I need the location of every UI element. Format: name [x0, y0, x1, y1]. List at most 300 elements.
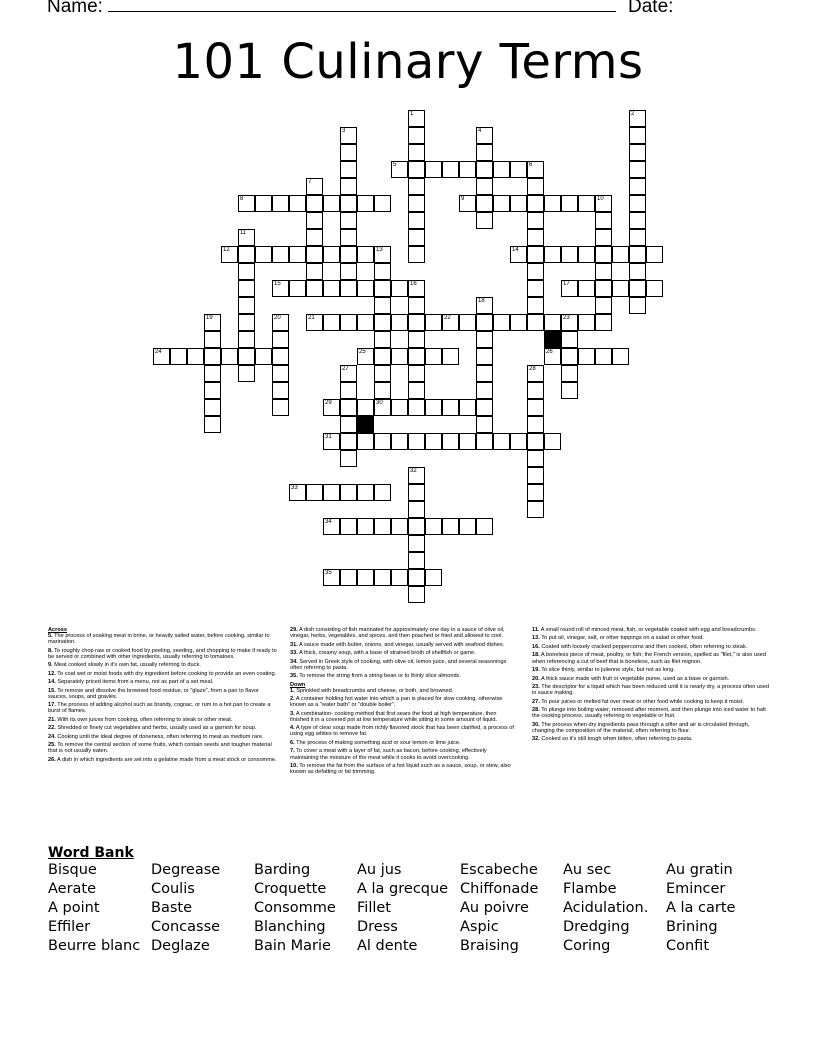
crossword-cell[interactable] — [340, 518, 357, 535]
crossword-cell[interactable] — [527, 416, 544, 433]
crossword-cell[interactable] — [476, 348, 493, 365]
crossword-cell[interactable] — [629, 178, 646, 195]
clue-across: 17. The process of adding alcohol such as brandy, cognac, or rum to a hot pan to create a burst of flames. — [48, 702, 271, 715]
crossword-cell[interactable] — [476, 433, 493, 450]
crossword-cell[interactable] — [391, 348, 408, 365]
word-bank-item: Bisque — [48, 862, 97, 878]
crossword-cell[interactable] — [476, 178, 493, 195]
crossword-cell[interactable] — [374, 348, 391, 365]
crossword-cell[interactable] — [459, 314, 476, 331]
word-bank-item: Aspic — [460, 919, 499, 935]
crossword-cell[interactable] — [204, 331, 221, 348]
crossword-cell[interactable] — [612, 280, 629, 297]
clue-number: 22 — [444, 315, 451, 321]
crossword-cell[interactable] — [221, 348, 238, 365]
crossword-cell[interactable] — [289, 195, 306, 212]
crossword-cell[interactable] — [544, 314, 561, 331]
clues-col-3 — [532, 627, 772, 745]
crossword-cell[interactable] — [238, 263, 255, 280]
crossword-cell[interactable] — [238, 246, 255, 263]
clue-number: 26 — [546, 349, 553, 355]
clue-number: 14 — [512, 247, 519, 253]
clue-down: 13. To put oil, vinegar, salt, or other toppings on a salad or other food. — [532, 635, 704, 642]
clue-number: 12 — [223, 247, 230, 253]
crossword-cell[interactable] — [204, 416, 221, 433]
crossword-cell[interactable] — [408, 535, 425, 552]
crossword-cell[interactable] — [340, 280, 357, 297]
crossword-cell[interactable] — [323, 246, 340, 263]
crossword-cell[interactable] — [391, 280, 408, 297]
crossword-cell[interactable] — [527, 314, 544, 331]
crossword-cell[interactable] — [306, 195, 323, 212]
clue-down: 6. The process of making something acid or sour lemon or lime juice. — [290, 739, 461, 746]
crossword-cell[interactable] — [459, 433, 476, 450]
crossword-cell[interactable] — [408, 161, 425, 178]
clues-col-1 — [48, 627, 278, 765]
word-bank-item: Effiler — [48, 919, 91, 935]
clue-across: 25. To remove the central section of some fruits, which contain seeds and tougher material that is not usually eaten. — [48, 742, 272, 755]
crossword-cell[interactable] — [408, 518, 425, 535]
crossword-cell[interactable] — [561, 348, 578, 365]
clue-number: 32 — [410, 468, 417, 474]
clue-number: 31 — [325, 434, 332, 440]
crossword-cell[interactable] — [476, 161, 493, 178]
word-bank-item: Croquette — [254, 881, 327, 897]
clue-number: 2 — [631, 111, 635, 117]
clue-down: 32. Cooked so it's still tough when bitten, often referring to pasta. — [532, 736, 693, 743]
clue-down: 20. A thick sauce made with fruit or vegetable puree, used as a base or garnish. — [532, 675, 730, 682]
crossword-cell[interactable] — [170, 348, 187, 365]
crossword-cell[interactable] — [408, 127, 425, 144]
crossword-cell[interactable] — [408, 331, 425, 348]
word-bank-item: Blanching — [254, 919, 326, 935]
crossword-cell[interactable] — [306, 246, 323, 263]
crossword-cell[interactable] — [238, 314, 255, 331]
crossword-cell[interactable] — [476, 399, 493, 416]
crossword-cell[interactable] — [527, 280, 544, 297]
clue-across: 21. With its own juices from cooking, often referring to steak or other meat. — [48, 716, 233, 723]
crossword-cell[interactable] — [374, 263, 391, 280]
word-bank-item: Concasse — [151, 919, 221, 935]
crossword-cell[interactable] — [493, 195, 510, 212]
crossword-cell[interactable] — [204, 399, 221, 416]
crossword-cell[interactable] — [425, 399, 442, 416]
crossword-cell[interactable] — [527, 212, 544, 229]
crossword-cell[interactable] — [527, 484, 544, 501]
clue-down: 7. To cover a meat with a layer of fat, such as bacon, before cooking, effectively maintaining the moisture of the meat while it cooks to avoid overcooking. — [290, 748, 487, 761]
word-bank-item: A point — [48, 900, 100, 916]
clue-across: 33. A thick, creamy soup, with a base of strained broth of shellfish or game. — [290, 650, 476, 657]
word-bank-item: Barding — [254, 862, 311, 878]
crossword-cell[interactable] — [238, 365, 255, 382]
clue-across: 31. A sauce made with butter, onions, and vinegar, usually served with seafood dishes. — [290, 641, 505, 648]
crossword-cell[interactable] — [255, 195, 272, 212]
crossword-cell[interactable] — [340, 399, 357, 416]
crossword-cell[interactable] — [306, 263, 323, 280]
crossword-cell[interactable] — [357, 484, 374, 501]
crossword-cell[interactable] — [578, 280, 595, 297]
crossword-cell[interactable] — [204, 365, 221, 382]
clue-down: 30. The process when dry ingredients pass through a sifter and air is circulated through, changing the composition of the material, often referring to flour. — [532, 721, 750, 734]
crossword-cell[interactable] — [595, 246, 612, 263]
crossword-cell[interactable] — [408, 178, 425, 195]
word-bank-item: Coring — [563, 938, 611, 954]
crossword-cell[interactable] — [357, 399, 374, 416]
crossword-cell[interactable] — [527, 178, 544, 195]
down-heading: Down — [290, 681, 306, 688]
crossword-cell[interactable] — [408, 246, 425, 263]
word-bank-item: Au gratin — [666, 862, 733, 878]
crossword-cell[interactable] — [391, 399, 408, 416]
crossword-cell[interactable] — [374, 195, 391, 212]
crossword-cell[interactable] — [646, 246, 663, 263]
date-label: Date: — [628, 0, 674, 17]
across-heading: Across — [48, 627, 67, 633]
word-bank-item: Acidulation. — [563, 900, 649, 916]
crossword-cell[interactable] — [408, 144, 425, 161]
crossword-cell[interactable] — [527, 399, 544, 416]
crossword-cell[interactable] — [561, 195, 578, 212]
name-label: Name: — [47, 0, 103, 17]
crossword-cell[interactable] — [459, 161, 476, 178]
crossword-cell[interactable] — [493, 314, 510, 331]
crossword-cell[interactable] — [408, 433, 425, 450]
word-bank-item: Chiffonade — [460, 881, 539, 897]
crossword-cell[interactable] — [527, 297, 544, 314]
word-bank-item: A la carte — [666, 900, 736, 916]
crossword-cell[interactable] — [408, 586, 425, 603]
crossword-cell[interactable] — [340, 569, 357, 586]
crossword-cell[interactable] — [340, 484, 357, 501]
crossword-cell[interactable] — [578, 195, 595, 212]
crossword-cell[interactable] — [340, 263, 357, 280]
crossword-cell[interactable] — [459, 518, 476, 535]
crossword-cell[interactable] — [408, 569, 425, 586]
word-bank-item: Bain Marie — [254, 938, 331, 954]
crossword-cell[interactable] — [544, 195, 561, 212]
crossword-cell[interactable] — [306, 484, 323, 501]
clue-down: 16. Coated with loosely cracked peppercorns and then cooked, often referring to steak. — [532, 643, 748, 650]
crossword-cell[interactable] — [340, 314, 357, 331]
word-bank-item: Au sec — [563, 862, 612, 878]
crossword-cell[interactable] — [510, 433, 527, 450]
crossword-cell[interactable] — [476, 144, 493, 161]
clue-across: 12. To coat wet or moist foods with dry ingredient before cooking to provide an even coating. — [48, 670, 277, 677]
crossword-cell[interactable] — [357, 569, 374, 586]
crossword-cell[interactable] — [408, 501, 425, 518]
crossword-cell[interactable] — [629, 297, 646, 314]
crossword-cell[interactable] — [272, 195, 289, 212]
crossword-cell[interactable] — [629, 263, 646, 280]
word-bank-item: Brining — [666, 919, 718, 935]
crossword-cell[interactable] — [340, 178, 357, 195]
crossword-cell[interactable] — [374, 518, 391, 535]
clue-down: 19. To slice thinly, similar to julienne style, but not as long. — [532, 667, 675, 674]
crossword-cell[interactable] — [340, 450, 357, 467]
crossword-cell[interactable] — [595, 229, 612, 246]
crossword-cell[interactable] — [272, 365, 289, 382]
crossword-cell[interactable] — [595, 297, 612, 314]
crossword-cell[interactable] — [408, 212, 425, 229]
crossword-cell[interactable] — [442, 161, 459, 178]
crossword-cell[interactable] — [629, 212, 646, 229]
crossword-cell[interactable] — [493, 433, 510, 450]
crossword-cell[interactable] — [357, 246, 374, 263]
clue-across: 8. To roughly chop raw or cooked food by peeling, seeding, and chopping to make if ready to be served or combined with other ingredients, usually referring to tomatoes. — [48, 647, 277, 660]
clue-number: 9 — [461, 196, 465, 202]
crossword-cell[interactable] — [476, 365, 493, 382]
crossword-cell[interactable] — [340, 382, 357, 399]
clue-down: 23. The descriptor for a liquid which has been reduced until it is nearly dry, a process often used in sauce making. — [532, 684, 770, 697]
crossword-cell[interactable] — [408, 365, 425, 382]
word-bank-item: Emincer — [666, 881, 726, 897]
crossword-cell[interactable] — [408, 382, 425, 399]
crossword-cell[interactable] — [442, 433, 459, 450]
clue-number: 29 — [325, 400, 332, 406]
crossword-cell[interactable] — [391, 314, 408, 331]
crossword-cell[interactable] — [629, 127, 646, 144]
clues-col-2 — [290, 627, 516, 778]
clue-number: 23 — [563, 315, 570, 321]
crossword-cell[interactable] — [425, 161, 442, 178]
crossword-cell[interactable] — [544, 433, 561, 450]
crossword-cell[interactable] — [391, 433, 408, 450]
crossword-cell[interactable] — [527, 195, 544, 212]
clue-number: 10 — [597, 196, 604, 202]
clue-down: 1. Sprinkled with breadcrumbs and cheese, or both, and browned. — [290, 687, 454, 694]
crossword-cell[interactable] — [629, 246, 646, 263]
crossword-cell[interactable] — [357, 433, 374, 450]
crossword-cell[interactable] — [340, 416, 357, 433]
clue-number: 7 — [308, 179, 312, 185]
crossword-cell[interactable] — [425, 348, 442, 365]
crossword-cell[interactable] — [442, 348, 459, 365]
word-bank-item: A la grecque — [357, 881, 449, 897]
crossword-cell[interactable] — [374, 365, 391, 382]
crossword-cell[interactable] — [527, 263, 544, 280]
word-bank-item: Confit — [666, 938, 710, 954]
crossword-cell[interactable] — [323, 195, 340, 212]
crossword-cell[interactable] — [374, 382, 391, 399]
crossword-cell[interactable] — [289, 280, 306, 297]
clue-across: 9. Meat cooked slowly in it's own fat, usually referring to duck. — [48, 662, 201, 669]
crossword-cell[interactable] — [340, 161, 357, 178]
crossword-cell[interactable] — [425, 569, 442, 586]
crossword-cell[interactable] — [340, 433, 357, 450]
clue-down: 4. A type of clear soup made from richly flavored stock that has been clarified, a process of using egg whites to remove fat. — [290, 725, 514, 738]
crossword-cell[interactable] — [527, 382, 544, 399]
crossword-cell[interactable] — [374, 314, 391, 331]
clue-down: 11. A small round roll of minced meat, fish, or vegetable coated with egg and breadcrumbs. — [532, 627, 757, 633]
crossword-cell[interactable] — [204, 382, 221, 399]
crossword-cell[interactable] — [476, 331, 493, 348]
crossword-cell[interactable] — [442, 399, 459, 416]
crossword-cell[interactable] — [578, 246, 595, 263]
crossword-cell[interactable] — [187, 348, 204, 365]
crossword-cell[interactable] — [561, 365, 578, 382]
clue-number: 13 — [376, 247, 383, 253]
word-bank-item: Dredging — [563, 919, 630, 935]
crossword-cell[interactable] — [629, 280, 646, 297]
crossword-cell[interactable] — [629, 229, 646, 246]
crossword-cell[interactable] — [238, 331, 255, 348]
crossword-cell[interactable] — [357, 195, 374, 212]
crossword-cell[interactable] — [272, 348, 289, 365]
crossword-cell[interactable] — [527, 467, 544, 484]
crossword-cell[interactable] — [238, 348, 255, 365]
crossword-cell[interactable] — [289, 246, 306, 263]
crossword-cell[interactable] — [527, 450, 544, 467]
crossword-cell[interactable] — [459, 399, 476, 416]
crossword-cell[interactable] — [391, 569, 408, 586]
clue-number: 15 — [274, 281, 281, 287]
crossword-cell[interactable] — [255, 348, 272, 365]
crossword-cell[interactable] — [340, 229, 357, 246]
crossword-cell[interactable] — [493, 161, 510, 178]
crossword-cell[interactable] — [561, 382, 578, 399]
word-bank-item: Au poivre — [460, 900, 529, 916]
crossword-cell[interactable] — [578, 348, 595, 365]
crossword-cell[interactable] — [306, 229, 323, 246]
crossword-cell[interactable] — [510, 314, 527, 331]
word-bank-item: Dress — [357, 919, 398, 935]
word-bank-item: Fillet — [357, 900, 391, 916]
crossword-cell[interactable] — [204, 348, 221, 365]
crossword-cell[interactable] — [595, 314, 612, 331]
crossword-cell[interactable] — [425, 518, 442, 535]
crossword-cell[interactable] — [578, 314, 595, 331]
crossword-cell[interactable] — [374, 433, 391, 450]
clue-across: 29. A dish consisting of fish marinated for approximately one day in a sauce of olive oil, vinegar, herbs, vegetables, and spices, and then poached or fried and allowed to cool. — [290, 627, 505, 640]
clue-number: 8 — [240, 196, 244, 202]
crossword-cell[interactable] — [595, 348, 612, 365]
black-cell — [544, 331, 561, 348]
word-bank-item: Escabeche — [460, 862, 538, 878]
crossword-cell[interactable] — [510, 161, 527, 178]
crossword-cell[interactable] — [476, 518, 493, 535]
crossword-cell[interactable] — [442, 518, 459, 535]
clue-down: 3. A combination- cooking method that first sears the food at high temperature, then finished it in a covered pot at low temperature while sitting in some amount of liquid. — [290, 710, 498, 723]
crossword-cell[interactable] — [272, 246, 289, 263]
crossword-cell[interactable] — [238, 280, 255, 297]
crossword-cell[interactable] — [629, 144, 646, 161]
crossword-cell[interactable] — [527, 246, 544, 263]
crossword-cell[interactable] — [306, 212, 323, 229]
crossword-cell[interactable] — [374, 331, 391, 348]
crossword-cell[interactable] — [408, 348, 425, 365]
word-bank-item: Consomme — [254, 900, 336, 916]
crossword-cell[interactable] — [646, 280, 663, 297]
word-bank-item: Beurre blanc — [48, 938, 141, 954]
crossword-cell[interactable] — [323, 484, 340, 501]
crossword-cell[interactable] — [340, 144, 357, 161]
crossword-cell[interactable] — [425, 314, 442, 331]
clue-number: 27 — [342, 366, 349, 372]
crossword-cell[interactable] — [374, 484, 391, 501]
crossword-cell[interactable] — [612, 348, 629, 365]
clue-number: 20 — [274, 315, 281, 321]
crossword-cell[interactable] — [357, 314, 374, 331]
clue-across: 22. Shredded or finely cut vegetables and herbs, usually used as a garnish for soup. — [48, 725, 257, 732]
crossword-cell[interactable] — [425, 433, 442, 450]
crossword-cell[interactable] — [561, 246, 578, 263]
clue-number: 16 — [410, 281, 417, 287]
word-bank-title: Word Bank — [48, 845, 134, 861]
crossword-cell[interactable] — [527, 433, 544, 450]
crossword-cell[interactable] — [391, 518, 408, 535]
crossword-cell[interactable] — [357, 280, 374, 297]
clue-number: 30 — [376, 400, 383, 406]
clue-number: 21 — [308, 315, 315, 321]
clue-across: 5. The process of soaking meat in brine, or heavily salted water, before cooking, similar to marination. — [48, 633, 270, 646]
crossword-cell[interactable] — [340, 246, 357, 263]
word-bank-item: Al dente — [357, 938, 418, 954]
crossword-cell[interactable] — [527, 501, 544, 518]
crossword-cell[interactable] — [408, 229, 425, 246]
word-bank-item: Flambe — [563, 881, 617, 897]
crossword-cell[interactable] — [510, 195, 527, 212]
crossword-cell[interactable] — [374, 297, 391, 314]
crossword-cell[interactable] — [612, 246, 629, 263]
word-bank-item: Braising — [460, 938, 519, 954]
word-bank-item: Aerate — [48, 881, 97, 897]
crossword-cell[interactable] — [272, 399, 289, 416]
word-bank-item: Deglaze — [151, 938, 210, 954]
clue-number: 24 — [155, 349, 162, 355]
crossword-cell[interactable] — [272, 331, 289, 348]
crossword-cell[interactable] — [408, 314, 425, 331]
clue-number: 34 — [325, 519, 332, 525]
crossword-cell[interactable] — [357, 518, 374, 535]
crossword-cell[interactable] — [272, 382, 289, 399]
crossword-cell[interactable] — [595, 263, 612, 280]
crossword-cell[interactable] — [306, 280, 323, 297]
crossword-cell[interactable] — [561, 331, 578, 348]
crossword-cell[interactable] — [408, 399, 425, 416]
crossword-cell[interactable] — [323, 314, 340, 331]
clue-number: 18 — [478, 298, 485, 304]
crossword-cell[interactable] — [544, 246, 561, 263]
crossword-cell[interactable] — [408, 195, 425, 212]
crossword-cell[interactable] — [527, 229, 544, 246]
clue-down: 10. To remove the fat from the surface of a hot liquid such as a sauce, soup, or stew, also known as defatting or fat trimming. — [290, 762, 511, 776]
crossword-cell[interactable] — [476, 314, 493, 331]
crossword-cell[interactable] — [408, 552, 425, 569]
crossword-cell[interactable] — [629, 195, 646, 212]
word-bank-item: Degrease — [151, 862, 221, 878]
clue-number: 11 — [240, 230, 247, 236]
crossword-cell[interactable] — [476, 195, 493, 212]
crossword-cell[interactable] — [476, 382, 493, 399]
crossword-cell[interactable] — [408, 297, 425, 314]
crossword-cell[interactable] — [323, 280, 340, 297]
crossword-cell[interactable] — [340, 195, 357, 212]
crossword-cell[interactable] — [340, 212, 357, 229]
crossword-cell[interactable] — [476, 212, 493, 229]
crossword-cell[interactable] — [595, 280, 612, 297]
crossword-cell[interactable] — [238, 297, 255, 314]
crossword-cell[interactable] — [629, 161, 646, 178]
crossword-cell[interactable] — [408, 484, 425, 501]
crossword-cell[interactable] — [255, 246, 272, 263]
crossword-cell[interactable] — [374, 569, 391, 586]
clue-number: 17 — [563, 281, 570, 287]
clue-number: 5 — [393, 162, 397, 168]
crossword-cell[interactable] — [476, 416, 493, 433]
crossword-cell[interactable] — [595, 212, 612, 229]
crossword-cell[interactable] — [374, 280, 391, 297]
clue-across: 34. Served in Greek style of cooking, with olive oil, lemon juice, and several seasonings often referring to pasta. — [290, 658, 507, 671]
